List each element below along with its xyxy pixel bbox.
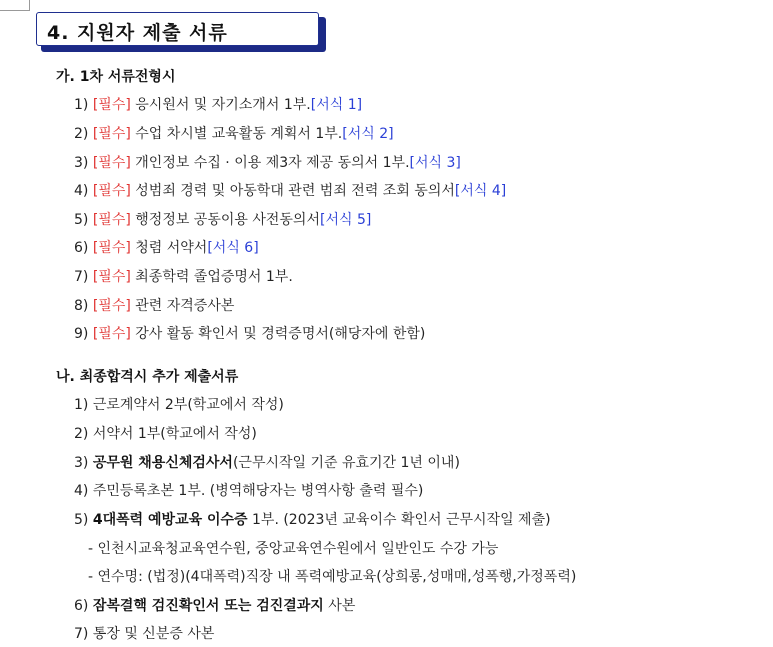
list-item: 1) [필수] 응시원서 및 자기소개서 1부.[서식 1] <box>74 97 363 113</box>
section-a-heading: 가. 1차 서류전형시 <box>56 69 176 85</box>
list-item: 6) [필수] 청렴 서약서[서식 6] <box>74 240 259 256</box>
list-item: 1) 근로계약서 2부(학교에서 작성) <box>74 397 284 413</box>
list-item: 4) 주민등록초본 1부. (병역해당자는 병역사항 출력 필수) <box>74 483 424 499</box>
list-item: 3) [필수] 개인정보 수집 · 이용 제3자 제공 동의서 1부.[서식 3] <box>74 155 461 171</box>
sub-note: - 인천시교육청교육연수원, 중앙교육연수원에서 일반인도 수강 가능 <box>88 541 499 557</box>
list-item: 5) [필수] 행정정보 공동이용 사전동의서[서식 5] <box>74 212 372 228</box>
list-item: 3) 공무원 채용신체검사서(근무시작일 기준 유효기간 1년 이내) <box>74 455 460 471</box>
list-item: 2) [필수] 수업 차시별 교육활동 계획서 1부.[서식 2] <box>74 126 394 142</box>
list-item: 4) [필수] 성범죄 경력 및 아동학대 관련 범죄 전력 조회 동의서[서식 4] <box>74 183 507 199</box>
page-corner-mark-horizontal <box>0 10 30 11</box>
list-item: 6) 잠복결핵 검진확인서 또는 검진결과지 사본 <box>74 598 356 614</box>
title-box <box>36 12 319 46</box>
list-item: 7) [필수] 최종학력 졸업증명서 1부. <box>74 269 293 285</box>
list-item: 2) 서약서 1부(학교에서 작성) <box>74 426 257 442</box>
page-title: 4. 지원자 제출 서류 <box>47 22 228 44</box>
list-item: 8) [필수] 관련 자격증사본 <box>74 298 235 314</box>
sub-note: - 연수명: (법정)(4대폭력)직장 내 폭력예방교육(상희롱,성매매,성폭행,가정폭력) <box>88 569 577 585</box>
section-b-heading: 나. 최종합격시 추가 제출서류 <box>56 369 239 385</box>
page-corner-mark <box>29 0 30 10</box>
list-item: 7) 통장 및 신분증 사본 <box>74 626 215 642</box>
list-item: 5) 4대폭력 예방교육 이수증 1부. (2023년 교육이수 확인서 근무시작일 제출) <box>74 512 551 528</box>
list-item: 9) [필수] 강사 활동 확인서 및 경력증명서(해당자에 한함) <box>74 326 426 342</box>
